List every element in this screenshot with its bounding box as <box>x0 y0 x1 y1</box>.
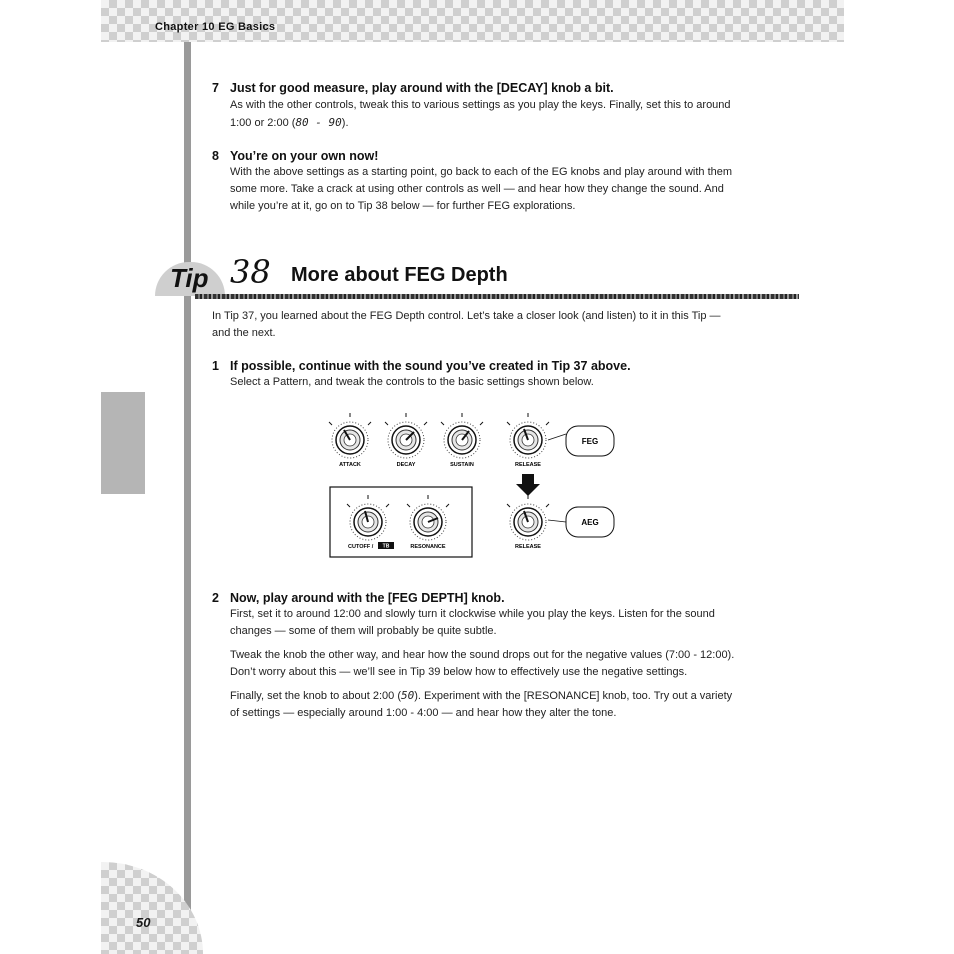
cutoff-label: CUTOFF / <box>348 544 374 550</box>
intro-line-1: In Tip 37, you learned about the FEG Depth control. Let’s take a closer look (and listen) to it in this Tip — <box>212 310 721 322</box>
step-2-p3-line-1: Finally, set the knob to about 2:00 (50). Experiment with the [RESONANCE] knob, too. Try out a variety <box>230 689 733 702</box>
step-1-line-1: Select a Pattern, and tweak the controls to the basic settings shown below. <box>230 376 594 388</box>
chapter-label: Chapter 10 EG Basics <box>155 21 276 33</box>
resonance-label: RESONANCE <box>410 544 446 550</box>
feg-callout-label: FEG <box>581 437 599 446</box>
step-2-heading <box>212 591 505 605</box>
step-1-title: If possible, continue with the sound you’ve created in Tip 37 above. <box>230 359 631 373</box>
step-2-title: Now, play around with the [FEG DEPTH] knob. <box>230 591 505 605</box>
aeg-callout-label: AEG <box>581 518 599 527</box>
attack-knob <box>329 413 371 458</box>
step-7-title: Just for good measure, play around with the [DECAY] knob a bit. <box>230 81 614 95</box>
lcd-value: 50 <box>401 689 415 702</box>
step-8-heading <box>212 149 378 163</box>
step-2-p1-line-1: First, set it to around 12:00 and slowly turn it clockwise while you play the keys. Listen for the sound <box>230 608 715 620</box>
feg-release-label: RELEASE <box>515 462 541 468</box>
page-number: 50 <box>136 915 151 930</box>
step-2-p1-line-2: changes — some of them will probably be quite subtle. <box>230 625 497 637</box>
step-7-heading <box>212 81 614 95</box>
decay-label: DECAY <box>396 462 416 468</box>
aeg-release-knob <box>507 495 549 540</box>
chapter-tab <box>101 392 145 494</box>
step-1-heading <box>212 359 631 373</box>
intro-line-2: and the next. <box>212 327 276 339</box>
step-8-title: You’re on your own now! <box>230 149 379 163</box>
step-1-number: 1 <box>212 359 219 373</box>
attack-label: ATTACK <box>339 462 361 468</box>
tip-rule <box>195 294 799 299</box>
tip-number: 38 <box>230 253 271 291</box>
step-8-line-3: while you’re at it, go on to Tip 38 below — for further FEG explorations. <box>230 200 576 212</box>
down-arrow-icon <box>516 474 540 496</box>
step-2-paragraph-3 <box>230 687 732 722</box>
step-8-number: 8 <box>212 149 219 163</box>
step-7-line-2: 1:00 or 2:00 (80 - 90). <box>230 116 349 129</box>
step-7-body <box>230 97 731 132</box>
step-2-p2-line-2: Don’t worry about this — we’ll see in Tip 39 below how to effectively use the negative settings. <box>230 666 688 678</box>
step-8-line-1: With the above settings as a starting point, go back to each of the EG knobs and play around with them <box>230 166 733 178</box>
step-8-line-2: some more. Take a crack at using other controls as well — and hear how they change the sound. And <box>230 183 724 195</box>
step-7-line-1: As with the other controls, tweak this to various settings as you play the keys. Finally, set this to around <box>230 99 731 111</box>
step-2-p3-line-2: of settings — especially around 1:00 - 4:00 — and hear how they alter the tone. <box>230 707 617 719</box>
knob-settings-diagram <box>318 412 628 562</box>
step-1-body <box>230 374 594 391</box>
step-2-number: 2 <box>212 591 219 605</box>
margin-bar <box>184 42 191 954</box>
cutoff-badge-text: TB <box>382 543 390 550</box>
step-8-body <box>230 164 732 215</box>
sustain-label: SUSTAIN <box>450 462 474 468</box>
feg-release-knob <box>507 413 549 458</box>
step-2-p2-line-1: Tweak the knob the other way, and hear how the sound drops out for the negative values (7:00 - 12:00). <box>230 649 735 661</box>
step-2-paragraph-1 <box>230 606 715 640</box>
tip-title: More about FEG Depth <box>291 264 508 286</box>
step-7-number: 7 <box>212 81 219 95</box>
intro-text <box>212 308 721 342</box>
decay-knob <box>385 413 427 458</box>
tip-word: Tip <box>170 263 209 293</box>
aeg-release-label: RELEASE <box>515 544 541 550</box>
sustain-knob <box>441 413 483 458</box>
lcd-value: 80 - 90 <box>295 116 342 129</box>
step-2-paragraph-2 <box>230 647 734 681</box>
